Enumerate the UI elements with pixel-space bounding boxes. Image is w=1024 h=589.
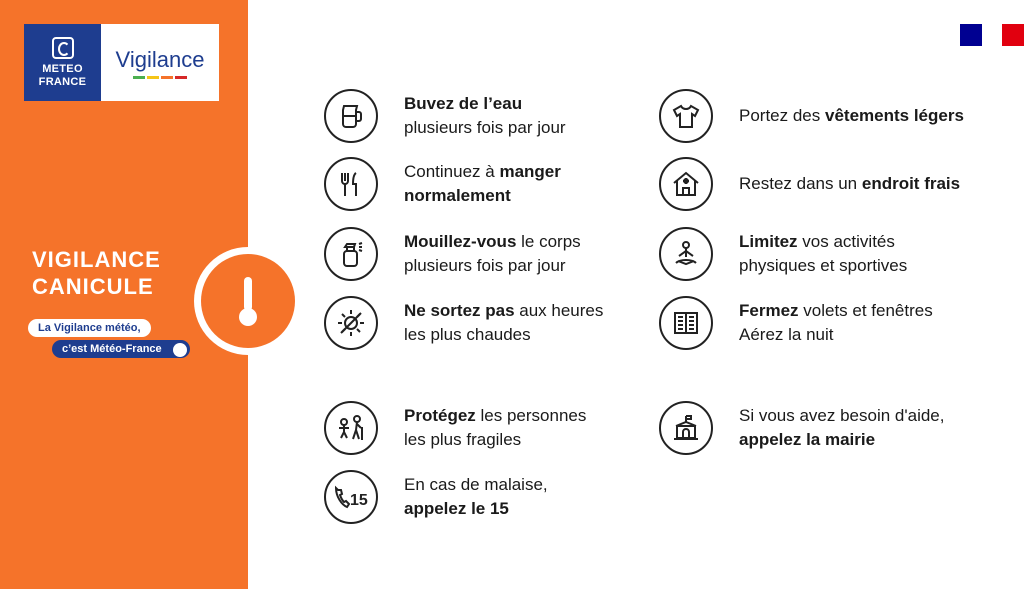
advice-item-light-clothes <box>659 89 964 143</box>
town-hall-icon <box>659 401 713 455</box>
logo-box <box>24 24 219 101</box>
advice-text: Protégez les personnes les plus fragiles <box>404 406 587 449</box>
advice-item-drink-water <box>324 89 566 143</box>
vigilance-bar-red <box>175 76 187 79</box>
meteo-line1: METEO <box>42 62 83 75</box>
flag-red-band <box>1002 24 1024 46</box>
advice-item-cool-place <box>659 157 960 211</box>
advice-text: Continuez à manger normalement <box>404 162 561 205</box>
meditation-icon <box>659 227 713 281</box>
title-line1: VIGILANCE <box>32 247 161 272</box>
vigilance-bar-orange <box>161 76 173 79</box>
tshirt-icon <box>659 89 713 143</box>
advice-item-stay-inside <box>324 296 603 350</box>
vigilance-color-bars <box>133 76 187 79</box>
advice-text: Si vous avez besoin d'aide, appelez la mairie <box>739 406 945 449</box>
flag-white-band <box>982 24 1002 46</box>
title-line2: CANICULE <box>32 274 154 299</box>
meteo-france-logo <box>24 24 101 101</box>
advice-item-wet-body <box>324 227 581 281</box>
cool-house-icon <box>659 157 713 211</box>
advice-item-protect-fragile <box>324 401 586 455</box>
advice-item-eat-normally <box>324 157 561 211</box>
advice-text: Buvez de l’eau plusieurs fois par jour <box>404 94 566 137</box>
fragile-people-icon <box>324 401 378 455</box>
spray-bottle-icon <box>324 227 378 281</box>
meteo-france-symbol-icon <box>52 37 74 59</box>
advice-text: Mouillez-vous le corps plusieurs fois par jour <box>404 232 581 275</box>
shutters-icon <box>659 296 713 350</box>
vigilance-logo <box>101 24 219 101</box>
advice-text: Portez des vêtements légers <box>739 106 964 125</box>
advice-item-close-shutters <box>659 296 933 350</box>
vigilance-bar-green <box>133 76 145 79</box>
advice-text: Ne sortez pas aux heures les plus chaudes <box>404 301 604 344</box>
advice-item-call-15 <box>324 470 548 524</box>
toggle-knob-icon <box>173 343 187 357</box>
phone-15-icon <box>324 470 378 524</box>
advice-item-limit-activity <box>659 227 907 281</box>
meteo-line2: FRANCE <box>38 75 87 88</box>
page-title <box>32 246 161 300</box>
thermometer-icon <box>228 271 268 331</box>
thermometer-badge <box>194 247 302 355</box>
advice-text: Fermez volets et fenêtres Aérez la nuit <box>739 301 933 344</box>
phone-number-glyph: 15 <box>350 492 368 509</box>
advice-text: Limitez vos activités physiques et sportives <box>739 232 908 275</box>
tagline-pill-2 <box>52 340 190 358</box>
tagline-pill-2-text: c’est Météo-France <box>62 343 162 355</box>
vigilance-word: Vigilance <box>115 46 205 72</box>
no-sun-icon <box>324 296 378 350</box>
advice-text: En cas de malaise, appelez le 15 <box>404 475 548 518</box>
republique-francaise-flag <box>960 24 1024 46</box>
advice-item-call-town-hall <box>659 401 945 455</box>
water-jug-icon <box>324 89 378 143</box>
thermometer-circle <box>201 254 295 348</box>
tagline-pill-1: La Vigilance météo, <box>28 319 151 337</box>
cutlery-icon <box>324 157 378 211</box>
vigilance-bar-yellow <box>147 76 159 79</box>
flag-blue-band <box>960 24 982 46</box>
advice-text: Restez dans un endroit frais <box>739 174 961 193</box>
